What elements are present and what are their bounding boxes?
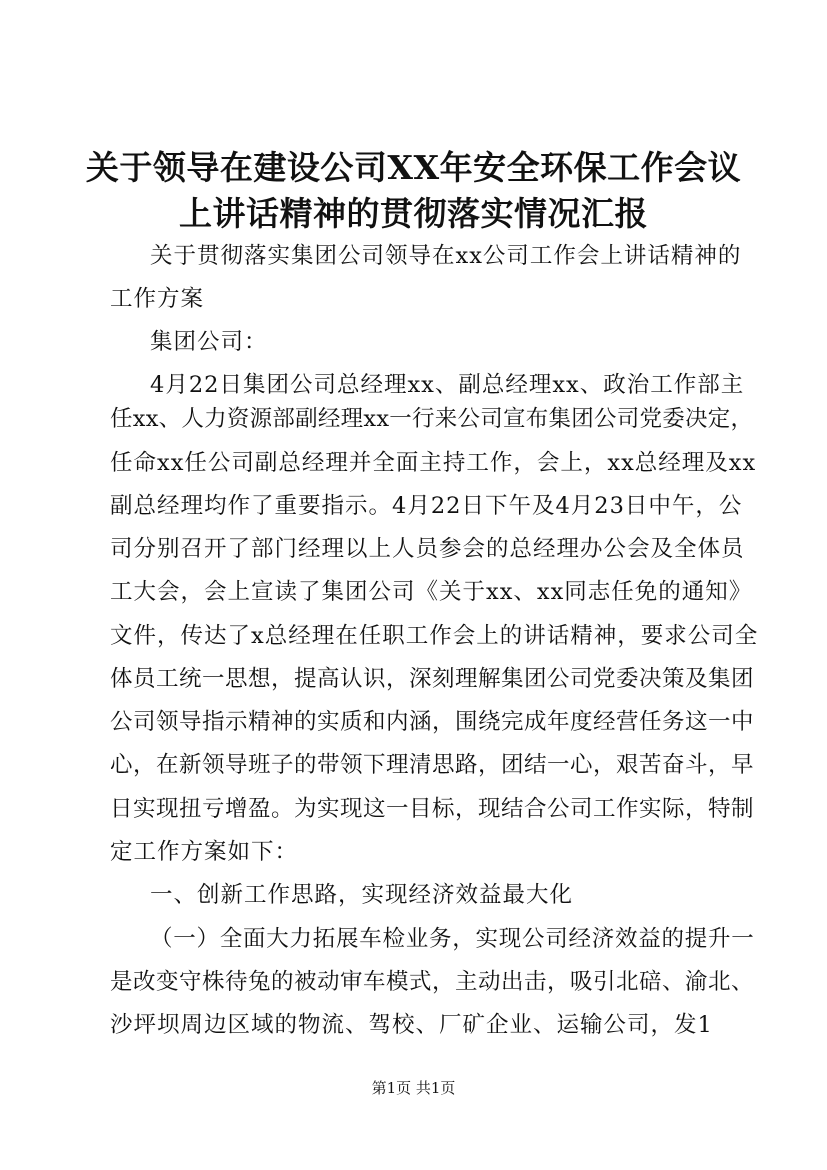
body-line: 心，在新领导班子的带领下理清思路，团结一心，艰苦奋斗，早	[110, 752, 755, 778]
body-line: 日实现扭亏增盈。为实现这一目标，现结合公司工作实际，特制	[110, 796, 755, 822]
document-title-line-2: 上讲话精神的贯彻落实情况汇报	[179, 194, 648, 233]
page-footer: 第1页 共1页	[371, 1079, 456, 1097]
body-line: 集团公司：	[150, 329, 268, 355]
body-line: 工大会，会上宣读了集团公司《关于xx、xx同志任免的通知》	[110, 579, 753, 605]
body-line: 沙坪坝周边区域的物流、驾校、厂矿企业、运输公司，发1	[110, 1012, 713, 1038]
body-line: 司分别召开了部门经理以上人员参会的总经理办公会及全体员	[110, 536, 745, 562]
body-line: 公司领导指示精神的实质和内涵，围绕完成年度经营任务这一中	[110, 709, 755, 735]
document-title-line-1: 关于领导在建设公司XX年安全环保工作会议	[85, 148, 742, 187]
body-line: 任命xx任公司副总经理并全面主持工作，会上，xx总经理及xx	[110, 450, 757, 476]
body-line: 4月22日集团公司总经理xx、副总经理xx、政治工作部主	[150, 372, 745, 398]
section-heading: 一、创新工作思路，实现经济效益最大化	[150, 882, 574, 908]
body-line: （一）全面大力拓展车检业务，实现公司经济效益的提升一	[150, 926, 755, 952]
body-line: 体员工统一思想，提高认识，深刻理解集团公司党委决策及集团	[110, 666, 755, 692]
body-line: 定工作方案如下：	[110, 839, 299, 865]
body-line: 任xx、人力资源部副经理xx一行来公司宣布集团公司党委决定，	[110, 406, 754, 432]
body-line: 关于贯彻落实集团公司领导在xx公司工作会上讲话精神的	[150, 243, 742, 269]
body-line: 是改变守株待兔的被动审车模式，主动出击，吸引北碚、渝北、	[110, 969, 755, 995]
body-line: 工作方案	[110, 286, 205, 312]
body-line: 副总经理均作了重要指示。4月22日下午及4月23日中午，公	[110, 493, 743, 519]
body-line: 文件，传达了x总经理在任职工作会上的讲话精神，要求公司全	[110, 623, 759, 649]
